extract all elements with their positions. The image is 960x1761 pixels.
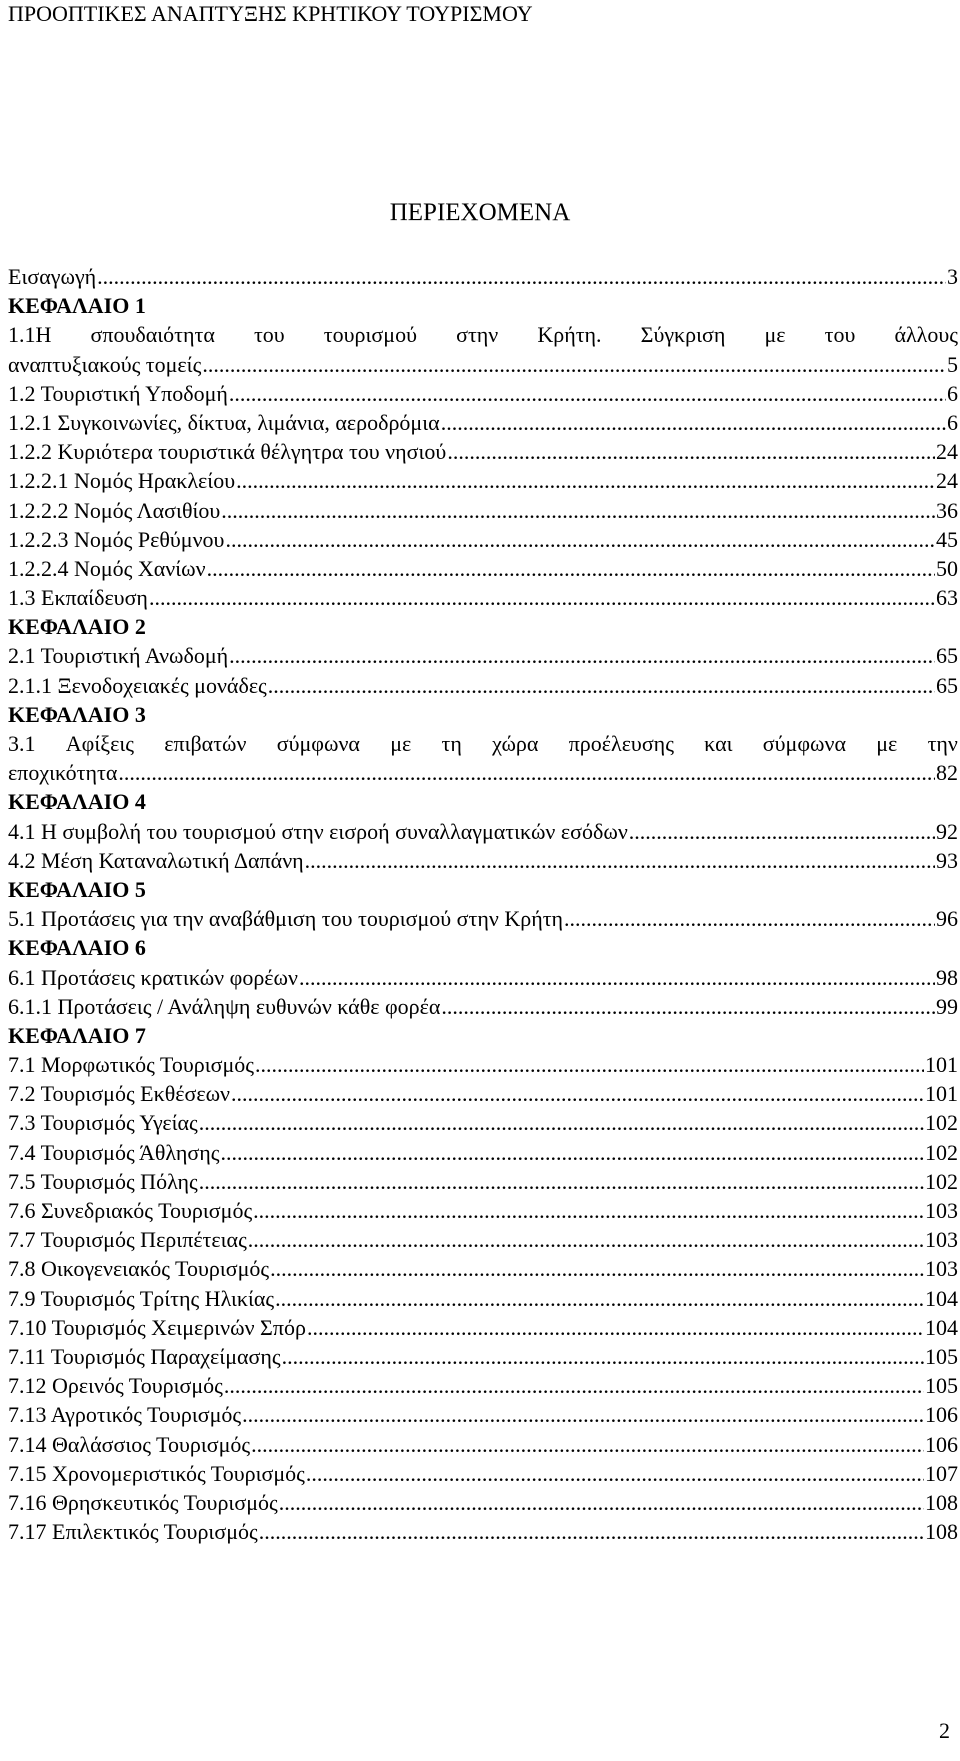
toc-dot-leader xyxy=(118,758,935,787)
toc-dot-leader xyxy=(97,262,946,291)
toc-entry-label: 7.9 Τουρισμός Τρίτης Ηλικίας xyxy=(8,1285,275,1311)
toc-entry[interactable] xyxy=(8,350,958,379)
toc-entry-label: 1.2.2.4 Νομός Χανίων xyxy=(8,555,206,581)
toc-dot-leader xyxy=(255,1050,924,1079)
toc-dot-leader xyxy=(307,1313,924,1342)
toc-entry-label: 5.1 Προτάσεις για την αναβάθμιση του τουρισμού στην Κρήτη xyxy=(8,906,564,932)
toc-dot-leader xyxy=(229,379,946,408)
toc-entry[interactable] xyxy=(8,1342,958,1371)
toc-word: του xyxy=(253,322,285,348)
toc-entry-page: 103 xyxy=(925,1198,958,1223)
toc-word: 3.1 xyxy=(8,731,36,756)
toc-entry[interactable] xyxy=(8,1430,958,1459)
toc-word: Κρήτη. xyxy=(537,322,602,348)
toc-dot-leader xyxy=(231,1079,924,1108)
toc-entry[interactable] xyxy=(8,1050,958,1079)
toc-title: ΠΕΡΙΕΧΟΜΕΝΑ xyxy=(389,199,571,226)
toc-entry[interactable] xyxy=(8,1108,958,1137)
toc-entry[interactable] xyxy=(8,262,958,291)
toc-entry-page: 102 xyxy=(925,1168,958,1194)
toc-dot-leader xyxy=(268,671,935,700)
toc-entry-label: 1.3 Εκπαίδευση xyxy=(8,585,148,611)
toc-dot-leader xyxy=(229,641,935,670)
toc-entry-label: 1.2.2.1 Νομός Ηρακλείου xyxy=(8,468,236,494)
toc-word: σύμφωνα xyxy=(762,731,846,756)
toc-entry-page: 101 xyxy=(925,1052,958,1078)
toc-entry-label: 7.10 Τουρισμός Χειμερινών Σπόρ xyxy=(8,1314,306,1340)
toc-entry-label: 7.3 Τουρισμός Υγείας xyxy=(8,1110,198,1136)
toc-entry[interactable] xyxy=(8,1284,958,1313)
toc-entry[interactable] xyxy=(8,846,958,875)
toc-dot-leader xyxy=(564,904,935,933)
toc-word: 1.1Η xyxy=(8,322,52,348)
toc-entry-page: 6 xyxy=(947,409,958,435)
page-number: 2 xyxy=(939,1718,950,1743)
toc-entry-label: εποχικότητα xyxy=(8,760,118,786)
toc-entry[interactable] xyxy=(8,1371,958,1400)
toc-entry[interactable] xyxy=(8,1196,958,1225)
toc-entry-label: 1.2.2 Κυριότερα τουριστικά θέλγητρα του νησιού xyxy=(8,439,447,465)
toc-entry-page: 36 xyxy=(936,497,958,523)
toc-dot-leader xyxy=(306,1459,924,1488)
toc-entry-page: 99 xyxy=(936,993,958,1019)
toc-chapter-heading: ΚΕΦΑΛΑΙΟ 4 xyxy=(8,789,146,815)
toc-entry-page: 106 xyxy=(925,1402,958,1428)
toc-entry[interactable] xyxy=(8,1517,958,1546)
toc-dot-leader xyxy=(251,1430,924,1459)
toc-entry-label: αναπτυξιακούς τομείς xyxy=(8,351,202,377)
toc-entry-page: 102 xyxy=(925,1110,958,1136)
toc-chapter-heading: ΚΕΦΑΛΑΙΟ 5 xyxy=(8,876,146,902)
toc-entry-label: 7.17 Επιλεκτικός Τουρισμός xyxy=(8,1519,258,1545)
toc-entry-page: 82 xyxy=(936,760,958,786)
toc-entry-label: 7.14 Θαλάσσιος Τουρισμός xyxy=(8,1431,251,1457)
document-header: ΠΡΟΟΠΤΙΚΕΣ ΑΝΑΠΤΥΞΗΣ ΚΡΗΤΙΚΟΥ ΤΟΥΡΙΣΜΟΥ xyxy=(8,1,533,26)
toc-dot-leader xyxy=(199,1167,924,1196)
toc-entry-page: 24 xyxy=(936,439,958,465)
toc-entry[interactable] xyxy=(8,1167,958,1196)
toc-entry-page: 104 xyxy=(925,1314,958,1340)
toc-chapter-heading: ΚΕΦΑΛΑΙΟ 3 xyxy=(8,701,146,727)
toc-entry-page: 105 xyxy=(925,1373,958,1399)
toc-entry-label: 7.7 Τουρισμός Περιπέτειας xyxy=(8,1227,247,1253)
toc-entry[interactable] xyxy=(8,525,958,554)
toc-word: με xyxy=(390,731,412,756)
toc-entry-label: 7.12 Ορεινός Τουρισμός xyxy=(8,1373,223,1399)
toc-entry-label: 1.2.2.2 Νομός Λασιθίου xyxy=(8,497,221,523)
toc-entry-label: Εισαγωγή xyxy=(8,264,97,289)
toc-entry-wrapped-line[interactable] xyxy=(8,320,958,349)
toc-word: τουρισμού xyxy=(323,322,417,348)
toc-entry[interactable] xyxy=(8,379,958,408)
toc-entry-wrapped-line[interactable] xyxy=(8,729,958,758)
toc-entry-label: 7.13 Αγροτικός Τουρισμός xyxy=(8,1402,242,1428)
toc-dot-leader xyxy=(199,1108,924,1137)
toc-chapter-heading: ΚΕΦΑΛΑΙΟ 6 xyxy=(8,935,146,961)
toc-entry[interactable] xyxy=(8,817,958,846)
toc-entry-page: 63 xyxy=(936,585,958,611)
toc-dot-leader xyxy=(447,437,935,466)
toc-entry[interactable] xyxy=(8,583,958,612)
toc-entry-page: 96 xyxy=(936,906,958,932)
toc-dot-leader xyxy=(149,583,935,612)
toc-entry[interactable] xyxy=(8,758,958,787)
toc-entry[interactable] xyxy=(8,641,958,670)
toc-entry[interactable] xyxy=(8,963,958,992)
toc-entry-label: 2.1.1 Ξενοδοχειακές μονάδες xyxy=(8,672,267,698)
toc-dot-leader xyxy=(279,1488,924,1517)
toc-dot-leader xyxy=(225,525,935,554)
toc-word: και xyxy=(704,731,733,756)
toc-dot-leader xyxy=(248,1225,924,1254)
toc-entry-label: 7.16 Θρησκευτικός Τουρισμός xyxy=(8,1489,278,1515)
toc-entry-page: 101 xyxy=(925,1081,958,1107)
toc-dot-leader xyxy=(441,992,935,1021)
toc-dot-leader xyxy=(224,1371,924,1400)
toc-entry-page: 65 xyxy=(936,643,958,669)
toc-entry[interactable] xyxy=(8,904,958,933)
toc-entry-label: 7.2 Τουρισμός Εκθέσεων xyxy=(8,1081,231,1107)
toc-entry[interactable] xyxy=(8,1225,958,1254)
toc-word: επιβατών xyxy=(164,731,247,756)
toc-entry-page: 105 xyxy=(925,1343,958,1369)
toc-entry[interactable] xyxy=(8,1079,958,1108)
toc-entry-label: 7.15 Χρονομεριστικός Τουρισμός xyxy=(8,1460,305,1486)
toc-dot-leader xyxy=(282,1342,924,1371)
toc-entry[interactable] xyxy=(8,554,958,583)
toc-entry-page: 5 xyxy=(947,351,958,377)
toc-entry[interactable] xyxy=(8,1138,958,1167)
toc-entry-label: 6.1.1 Προτάσεις / Ανάληψη ευθυνών κάθε φορέα xyxy=(8,993,441,1019)
toc-word: με xyxy=(876,731,898,756)
toc-entry-page: 103 xyxy=(925,1227,958,1253)
toc-entry-label: 7.1 Μορφωτικός Τουρισμός xyxy=(8,1052,254,1078)
toc-entry[interactable] xyxy=(8,437,958,466)
toc-dot-leader xyxy=(275,1284,924,1313)
toc-entry-label: 4.2 Μέση Καταναλωτική Δαπάνη xyxy=(8,847,304,873)
toc-entry-label: 1.2 Τουριστική Υποδομή xyxy=(8,380,228,406)
toc-entry[interactable] xyxy=(8,1313,958,1342)
toc-entry[interactable] xyxy=(8,1488,958,1517)
toc-word: σπουδαιότητα xyxy=(90,322,215,348)
toc-word: στην xyxy=(456,322,499,348)
toc-entry-page: 24 xyxy=(936,468,958,494)
toc-entry-page: 93 xyxy=(936,847,958,873)
toc-dot-leader xyxy=(207,554,935,583)
toc-chapter-heading: ΚΕΦΑΛΑΙΟ 7 xyxy=(8,1022,146,1048)
toc-word: προέλευσης xyxy=(568,731,674,756)
toc-entry-label: 7.11 Τουρισμός Παραχείμασης xyxy=(8,1343,281,1369)
toc-entry-page: 92 xyxy=(936,818,958,844)
toc-entry-page: 107 xyxy=(925,1460,958,1486)
toc-chapter-heading: ΚΕΦΑΛΑΙΟ 1 xyxy=(8,293,146,319)
toc-entry-label: 1.2.2.3 Νομός Ρεθύμνου xyxy=(8,526,225,552)
toc-entry-label: 7.8 Οικογενειακός Τουρισμός xyxy=(8,1256,270,1282)
toc-word: Αφίξεις xyxy=(65,731,134,756)
toc-entry-page: 6 xyxy=(947,380,958,406)
toc-word: άλλους xyxy=(894,322,958,348)
toc-entry-page: 3 xyxy=(947,264,958,289)
toc-entry-page: 98 xyxy=(936,964,958,990)
toc-entry-page: 102 xyxy=(925,1139,958,1165)
toc-dot-leader xyxy=(629,817,935,846)
toc-entry[interactable] xyxy=(8,1400,958,1429)
toc-entry-label: 7.6 Συνεδριακός Τουρισμός xyxy=(8,1198,253,1223)
toc-entry-page: 45 xyxy=(936,526,958,552)
toc-dot-leader xyxy=(270,1254,924,1283)
toc-entry-page: 50 xyxy=(936,555,958,581)
toc-word: την xyxy=(927,731,958,756)
toc-entry-page: 65 xyxy=(936,672,958,698)
toc-dot-leader xyxy=(236,466,935,495)
toc-entry-page: 106 xyxy=(925,1431,958,1457)
toc-entry-label: 6.1 Προτάσεις κρατικών φορέων xyxy=(8,964,298,990)
toc-entry-page: 108 xyxy=(925,1489,958,1515)
toc-chapter-heading: ΚΕΦΑΛΑΙΟ 2 xyxy=(8,614,146,640)
toc-entry-label: 7.4 Τουρισμός Άθλησης xyxy=(8,1139,220,1165)
toc-dot-leader xyxy=(259,1517,924,1546)
toc-dot-leader xyxy=(221,496,935,525)
toc-entry[interactable] xyxy=(8,496,958,525)
toc-word: με xyxy=(764,322,786,348)
toc-dot-leader xyxy=(202,350,946,379)
toc-entry-page: 104 xyxy=(925,1285,958,1311)
toc-dot-leader xyxy=(220,1138,924,1167)
toc-word: Σύγκριση xyxy=(640,322,726,348)
toc-entry-label: 1.2.1 Συγκοινωνίες, δίκτυα, λιμάνια, αεροδρόμια xyxy=(8,409,440,435)
toc-dot-leader xyxy=(299,963,935,992)
toc-dot-leader xyxy=(253,1196,924,1225)
toc-entry[interactable] xyxy=(8,992,958,1021)
toc-word: σύμφωνα xyxy=(276,731,360,756)
toc-word: του xyxy=(824,322,856,348)
toc-dot-leader xyxy=(242,1400,924,1429)
toc-entry-page: 108 xyxy=(925,1519,958,1545)
toc-entry-page: 103 xyxy=(925,1256,958,1282)
toc-entry-label: 4.1 Η συμβολή του τουρισμού στην εισροή συναλλαγματικών εσόδων xyxy=(8,818,628,844)
toc-entry-label: 7.5 Τουρισμός Πόλης xyxy=(8,1168,198,1194)
toc-entry[interactable] xyxy=(8,1459,958,1488)
toc-word: χώρα xyxy=(492,731,539,756)
toc-word: τη xyxy=(441,731,462,756)
toc-dot-leader xyxy=(441,408,946,437)
toc-entry[interactable] xyxy=(8,408,958,437)
table-of-contents xyxy=(8,262,958,1546)
toc-dot-leader xyxy=(305,846,935,875)
toc-entry[interactable] xyxy=(8,671,958,700)
toc-entry-label: 2.1 Τουριστική Ανωδομή xyxy=(8,643,229,669)
toc-entry[interactable] xyxy=(8,466,958,495)
toc-entry[interactable] xyxy=(8,1254,958,1283)
